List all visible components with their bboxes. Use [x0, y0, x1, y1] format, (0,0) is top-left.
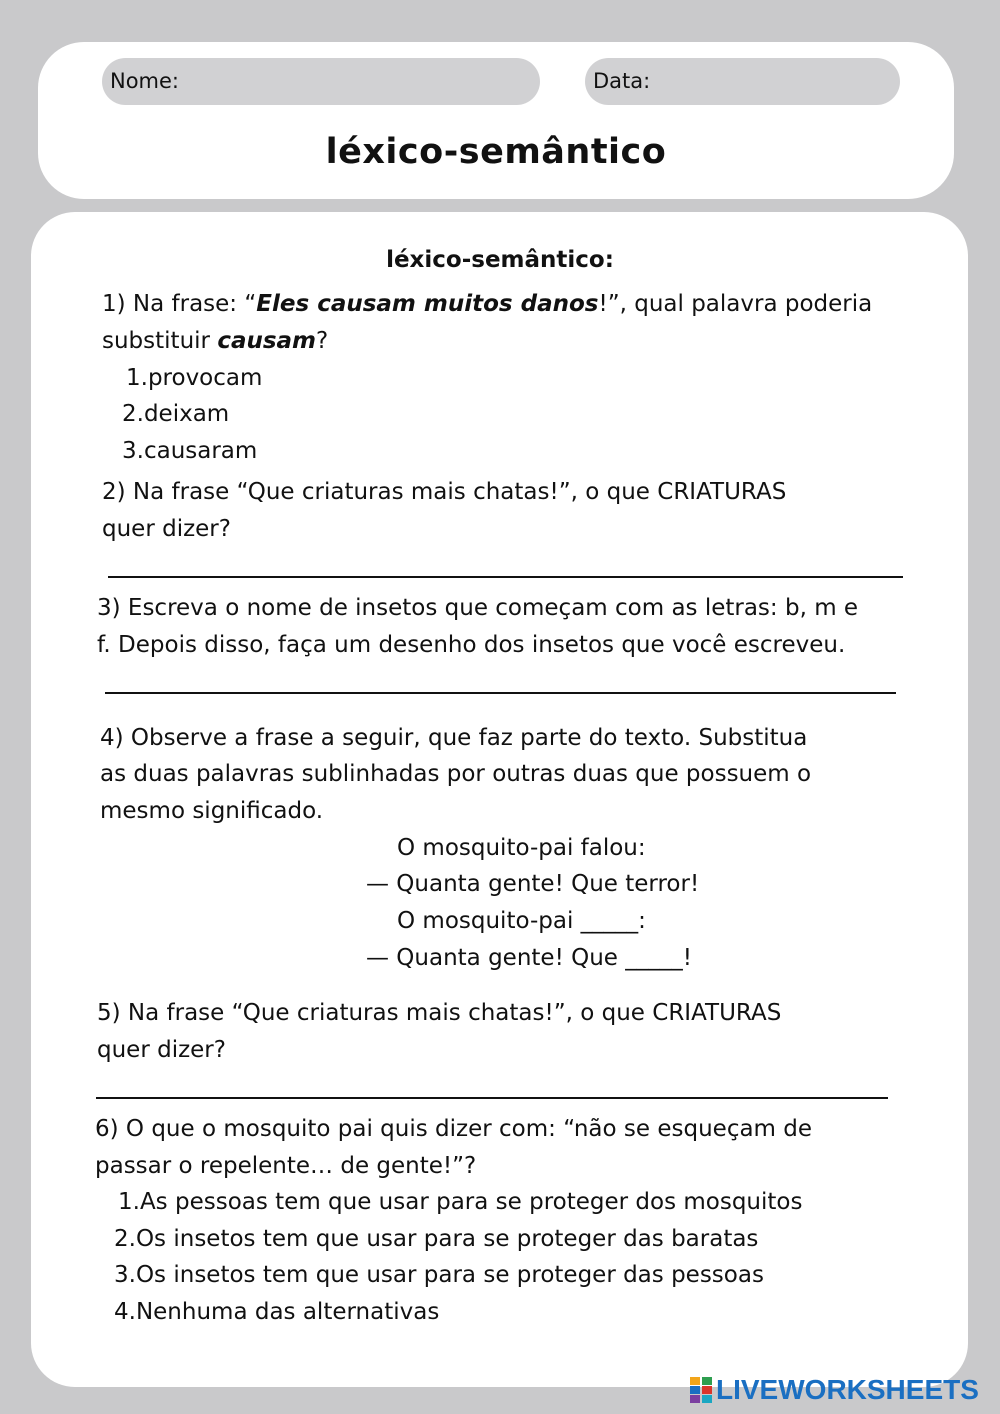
q2-answer-line[interactable] — [108, 576, 903, 578]
q5-line2: quer dizer? — [97, 1037, 226, 1063]
date-field[interactable] — [585, 58, 900, 105]
q1-quote: Eles causam muitos danos — [256, 291, 599, 317]
page-title: léxico-semântico — [325, 132, 667, 172]
brand-text: LIVEWORKSHEETS — [716, 1374, 979, 1405]
q3-line2: f. Depois disso, faça um desenho dos insetos que você escreveu. — [97, 632, 846, 658]
q3-answer-line[interactable] — [105, 692, 896, 694]
worksheet-subtitle: léxico-semântico: — [386, 247, 614, 273]
q5-line1: 5) Na frase “Que criaturas mais chatas!”, o que CRIATURAS — [97, 1000, 782, 1026]
q6-option-1[interactable]: 1.As pessoas tem que usar para se proteger dos mosquitos — [118, 1189, 803, 1215]
q6-line2: passar o repelente… de gente!”? — [95, 1153, 477, 1179]
q4-line1: 4) Observe a frase a seguir, que faz parte do texto. Substitua — [100, 725, 808, 751]
q4-line3: mesmo significado. — [100, 798, 324, 824]
q6-option-4[interactable]: 4.Nenhuma das alternativas — [114, 1299, 440, 1325]
q6-line1: 6) O que o mosquito pai quis dizer com: “não se esqueçam de — [95, 1116, 813, 1142]
q1-line2: substituir causam? — [102, 328, 329, 354]
q4-dialog-line-4[interactable]: — Quanta gente! Que _____! — [366, 945, 692, 971]
q4-line2: as duas palavras sublinhadas por outras duas que possuem o — [100, 761, 812, 787]
q4-dialog-line-1: O mosquito-pai falou: — [397, 835, 646, 861]
q3-line1: 3) Escreva o nome de insetos que começam com as letras: b, m e — [97, 595, 859, 621]
header-card — [38, 42, 954, 199]
logo-icon — [690, 1377, 712, 1403]
q4-dialog-line-3[interactable]: O mosquito-pai _____: — [397, 908, 646, 934]
q6-option-3[interactable]: 3.Os insetos tem que usar para se proteger das pessoas — [114, 1262, 764, 1288]
q1-option-2[interactable]: 2.deixam — [122, 401, 230, 427]
date-label: Data: — [593, 69, 651, 93]
q4-dialog-line-2: — Quanta gente! Que terror! — [366, 871, 700, 897]
name-label: Nome: — [110, 69, 180, 93]
q5-answer-line[interactable] — [96, 1097, 888, 1099]
liveworksheets-logo — [690, 1372, 979, 1408]
q2-line2: quer dizer? — [102, 516, 231, 542]
q6-option-2[interactable]: 2.Os insetos tem que usar para se proteger das baratas — [114, 1226, 759, 1252]
q1-option-1[interactable]: 1.provocam — [126, 365, 263, 391]
q1-line1: 1) Na frase: “Eles causam muitos danos!”, qual palavra poderia — [102, 291, 873, 317]
q1-keyword: causam — [217, 328, 317, 354]
q1-option-3[interactable]: 3.causaram — [122, 438, 258, 464]
name-field[interactable] — [102, 58, 540, 105]
q2-line1: 2) Na frase “Que criaturas mais chatas!”, o que CRIATURAS — [102, 479, 787, 505]
